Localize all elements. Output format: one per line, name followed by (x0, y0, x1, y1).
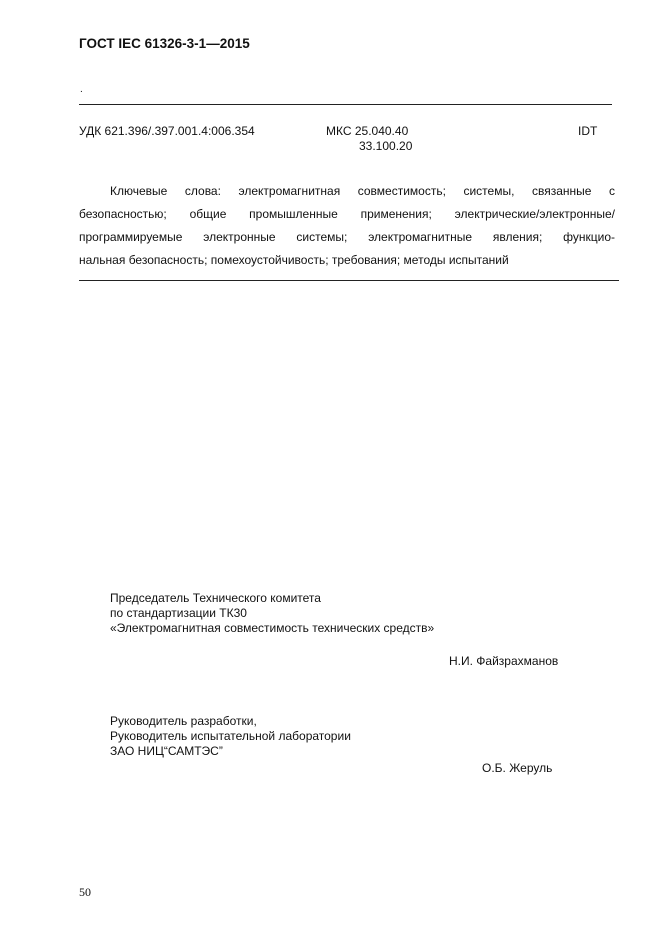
keywords-line: безопасностью; общие промышленные применения; электрические/электронные/ (79, 207, 615, 221)
dot-mark: . (80, 84, 83, 95)
mks-code-secondary: 33.100.20 (359, 139, 413, 153)
mks-code: МКС 25.040.40 (326, 124, 409, 138)
bottom-divider (79, 280, 619, 281)
keywords-line: программируемые электронные системы; электромагнитные явления; функцио- (79, 230, 615, 244)
committee-chair-name: Н.И. Файзрахманов (449, 654, 559, 668)
committee-signature-block (110, 591, 434, 636)
committee-title-line: «Электромагнитная совместимость технических средств» (110, 621, 435, 635)
committee-title-line: по стандартизации ТК30 (110, 606, 247, 620)
standard-code: ГОСТ IEC 61326-3-1—2015 (79, 36, 250, 51)
developer-signature-block (110, 714, 351, 759)
developer-title-line: Руководитель разработки, (110, 714, 257, 728)
udk-code: УДК 621.396/.397.001.4:006.354 (79, 124, 255, 138)
developer-title-line: Руководитель испытательной лаборатории (110, 729, 351, 743)
developer-head-name: О.Б. Жеруль (482, 761, 553, 775)
top-divider (79, 104, 612, 105)
committee-title-line: Председатель Технического комитета (110, 591, 321, 605)
page-number: 50 (79, 885, 91, 899)
keywords-line: Ключевые слова: электромагнитная совместимость; системы, связанные с (110, 184, 615, 198)
keywords-paragraph (79, 180, 615, 272)
developer-title-line: ЗАО НИЦ“САМТЭС” (110, 744, 223, 758)
idt-label: IDT (578, 124, 598, 138)
keywords-line: нальная безопасность; помехоустойчивость; требования; методы испытаний (79, 253, 509, 267)
